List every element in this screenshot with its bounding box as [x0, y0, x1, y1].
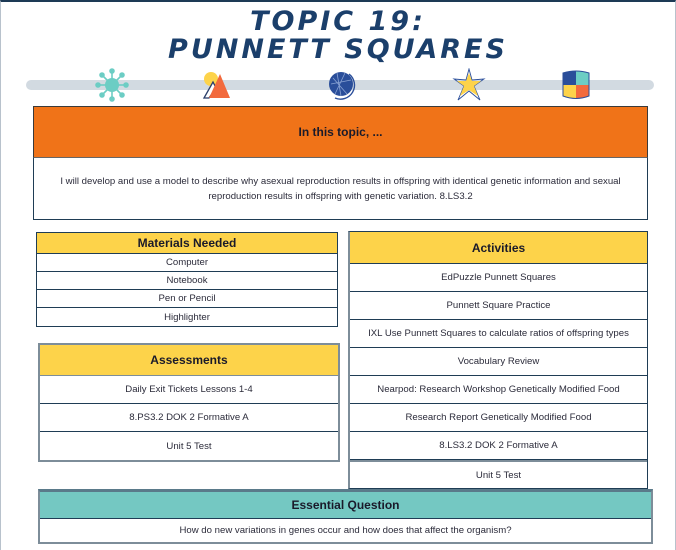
quadrant-shield-icon	[559, 68, 593, 102]
page-title	[0, 8, 676, 64]
list-item: 8.PS3.2 DOK 2 Formative A	[40, 404, 338, 432]
globe-icon	[325, 68, 359, 102]
list-item: Unit 5 Test	[350, 460, 647, 488]
essential-question-table	[38, 489, 653, 544]
essential-question-text: How do new variations in genes occur and how does that affect the organism?	[179, 525, 512, 536]
title-line-1: TOPIC 19:	[250, 6, 426, 37]
assessments-table	[38, 343, 340, 462]
list-item: Punnett Square Practice	[350, 292, 647, 320]
list-item: IXL Use Punnett Squares to calculate ratios of offspring types	[350, 320, 647, 348]
topic-objective	[33, 157, 648, 220]
assessments-header: Assessments	[40, 345, 338, 376]
activities-header: Activities	[350, 232, 647, 264]
star-burst-icon	[452, 68, 486, 102]
list-item: Pen or Pencil	[37, 290, 337, 308]
essential-question-header: Essential Question	[40, 492, 651, 519]
list-item: EdPuzzle Punnett Squares	[350, 264, 647, 292]
list-item: Nearpod: Research Workshop Genetically Modified Food	[350, 376, 647, 404]
list-item: Vocabulary Review	[350, 348, 647, 376]
list-item: Notebook	[37, 272, 337, 290]
list-item: Unit 5 Test	[166, 440, 212, 452]
activities-table	[348, 231, 648, 489]
list-item: 8.LS3.2 DOK 2 Formative A	[350, 432, 647, 460]
list-item: Highlighter	[164, 311, 210, 323]
title-line-2: PUNNETT SQUARES	[168, 34, 508, 65]
materials-table	[36, 232, 338, 327]
materials-header: Materials Needed	[37, 233, 337, 254]
topic-objective-text: I will develop and use a model to describe why asexual reproduction results in offspring with identical genetic information and sexual reproduction results in offspring with genetic variation. 8.LS3.2	[60, 175, 621, 202]
list-item: Computer	[37, 254, 337, 272]
mountain-sun-icon	[200, 68, 234, 102]
virus-icon	[95, 68, 129, 102]
topic-header: In this topic, ...	[33, 106, 648, 158]
list-item: Daily Exit Tickets Lessons 1-4	[40, 376, 338, 404]
list-item: Research Report Genetically Modified Food	[350, 404, 647, 432]
